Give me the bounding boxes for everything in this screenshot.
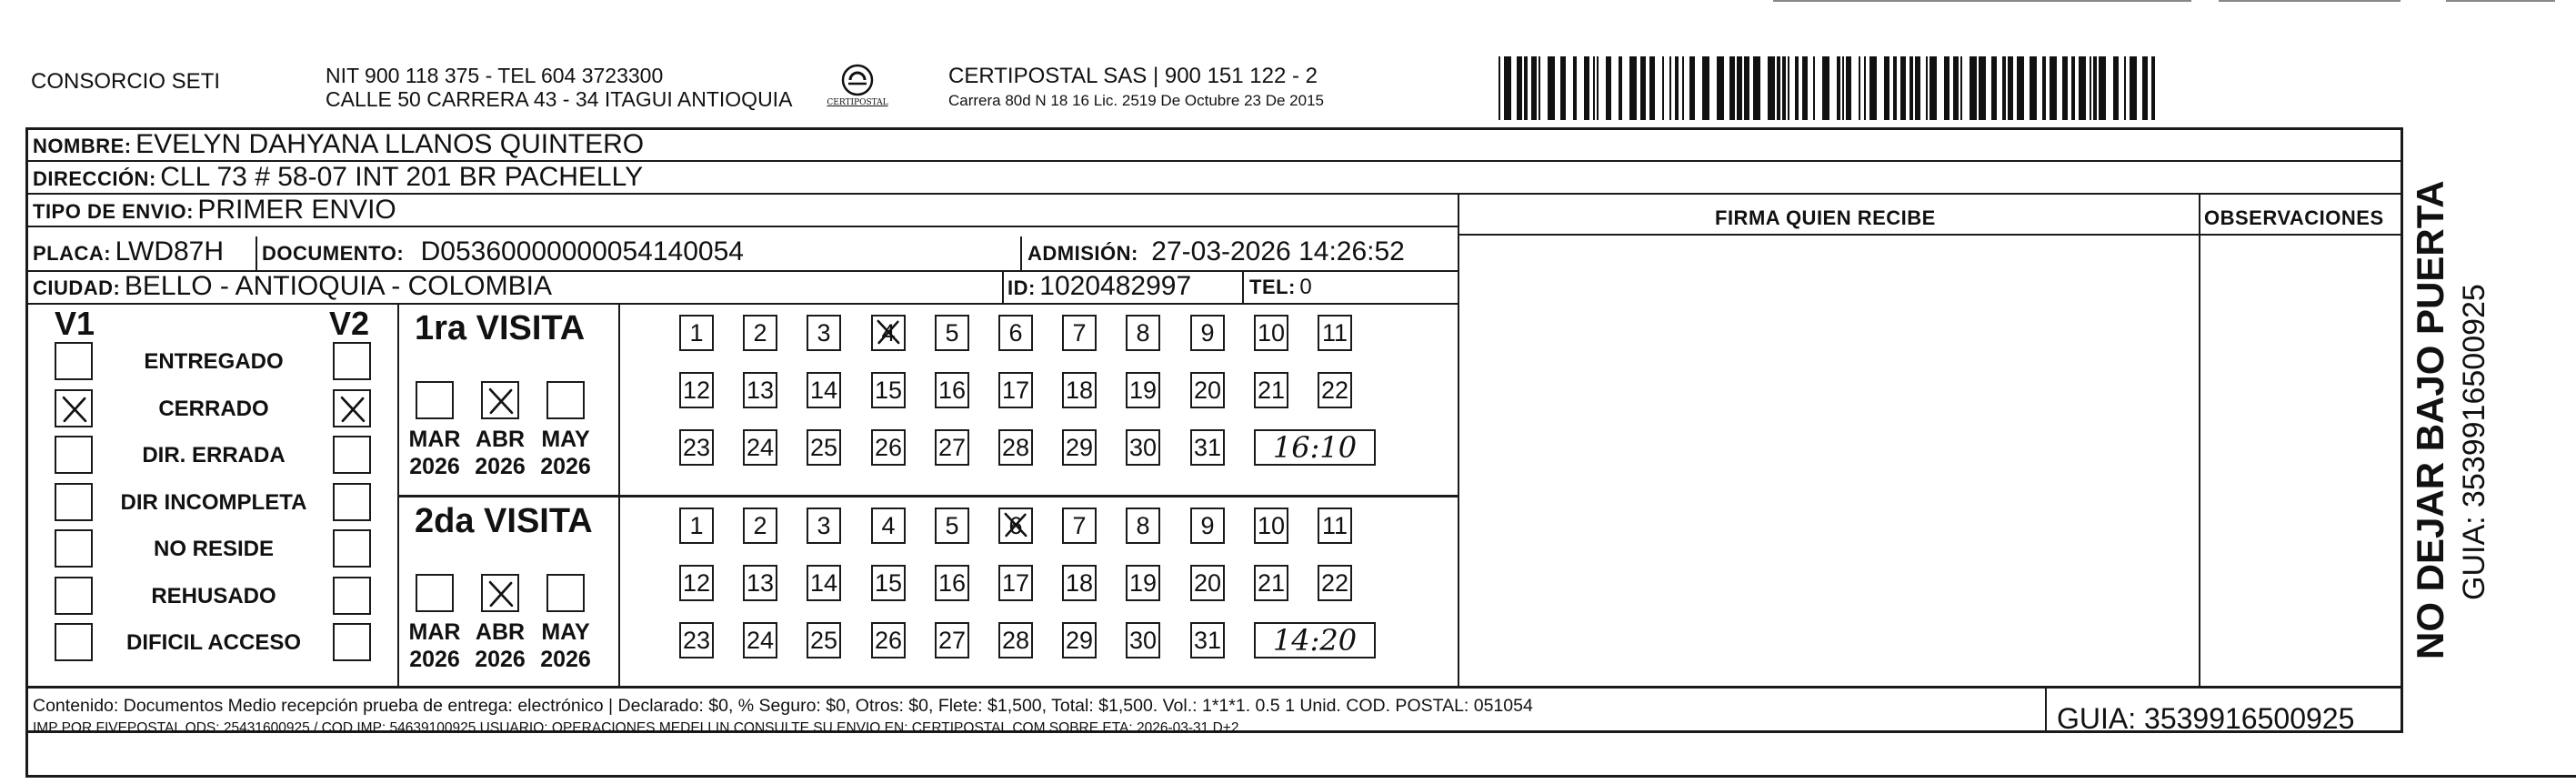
placa-label: PLACA: xyxy=(33,242,112,265)
day-number: 25 xyxy=(809,433,838,461)
day-number: 20 xyxy=(1193,568,1222,597)
license-line: Carrera 80d N 18 16 Lic. 2519 De Octubre 23 De 2015 xyxy=(948,92,1324,109)
certipostal-line: CERTIPOSTAL SAS | 900 151 122 - 2 xyxy=(948,64,1318,88)
id-label: ID: xyxy=(1007,276,1036,299)
admision-value: 27-03-2026 14:26:52 xyxy=(1151,236,1405,266)
day-box[interactable] xyxy=(935,429,969,466)
v2-label: V2 xyxy=(329,305,370,342)
day-number: 22 xyxy=(1320,376,1349,404)
day-box[interactable] xyxy=(871,372,906,408)
day-box[interactable] xyxy=(871,315,906,351)
day-box[interactable] xyxy=(1254,315,1288,351)
day-box[interactable] xyxy=(743,565,777,601)
check-x-icon xyxy=(486,386,516,421)
day-box[interactable] xyxy=(998,565,1033,601)
v1-checkbox[interactable] xyxy=(55,436,93,474)
day-number: 27 xyxy=(937,433,967,461)
ciudad-label: CIUDAD: xyxy=(33,276,121,299)
day-number: 23 xyxy=(682,433,711,461)
status-label: CERRADO xyxy=(158,397,269,421)
day-box[interactable] xyxy=(1190,429,1225,466)
day-number: 14 xyxy=(809,376,838,404)
imp-line: IMP POR FIVEPOSTAL ODS: 25431600925 / COD.IMP: 54639100925 USUARIO: OPERACIONES MEDELLIN CONSULTE SU ENVIO EN: CERTIPOSTAL.COM SOBRE ETA: 2026-03-31 D+2 xyxy=(33,720,1239,736)
month-year: 2026 xyxy=(475,647,526,672)
v2-checkbox[interactable] xyxy=(333,577,371,615)
certipostal-logo-text: CERTIPOSTAL xyxy=(827,98,888,107)
contenido-line: Contenido: Documentos Medio recepción prueba de entrega: electrónico | Declarado: $0, % Seguro: $0, Otros: $0, Flete: $1,500, Total: $1,500. Vol.: 1*1*1. 0.5 1 Unid. COD. POSTAL: 051054 xyxy=(33,696,1533,716)
day-number: 22 xyxy=(1320,568,1349,597)
day-number: 9 xyxy=(1200,318,1215,347)
footer-guia: GUIA: 3539916500925 xyxy=(2057,702,2355,735)
day-box[interactable] xyxy=(871,429,906,466)
admision-label: ADMISIÓN: xyxy=(1027,242,1138,265)
month-year: 2026 xyxy=(409,454,460,479)
day-box[interactable] xyxy=(935,565,969,601)
day-number: 25 xyxy=(809,626,838,654)
day-box[interactable] xyxy=(807,315,841,351)
day-number: 17 xyxy=(1001,568,1030,597)
v2-checkbox[interactable] xyxy=(333,623,371,661)
day-number: 30 xyxy=(1128,433,1158,461)
day-box[interactable] xyxy=(1062,622,1097,658)
tipo-envio-label: TIPO DE ENVIO: xyxy=(33,200,194,223)
day-box[interactable] xyxy=(871,508,906,544)
day-box[interactable] xyxy=(807,372,841,408)
check-x-icon xyxy=(59,394,90,429)
month-checkbox-may[interactable] xyxy=(546,574,585,612)
certipostal-logo xyxy=(826,62,889,115)
day-box[interactable] xyxy=(1062,508,1097,544)
day-box[interactable] xyxy=(1126,429,1160,466)
day-box[interactable] xyxy=(1062,565,1097,601)
day-box[interactable] xyxy=(1190,622,1225,658)
month-checkbox-abr[interactable] xyxy=(481,381,519,419)
placa-value: LWD87H xyxy=(115,236,225,266)
day-number: 26 xyxy=(874,626,903,654)
day-number: 13 xyxy=(746,376,775,404)
month-checkbox-may[interactable] xyxy=(546,381,585,419)
day-number: 19 xyxy=(1128,568,1158,597)
day-box[interactable] xyxy=(935,315,969,351)
day-box[interactable] xyxy=(1126,565,1160,601)
day-number: 9 xyxy=(1200,511,1215,539)
day-number: 7 xyxy=(1072,318,1087,347)
day-box[interactable] xyxy=(935,372,969,408)
day-box[interactable] xyxy=(1254,372,1288,408)
month-name: ABR xyxy=(475,619,526,645)
day-box[interactable] xyxy=(679,429,714,466)
month-checkbox-abr[interactable] xyxy=(481,574,519,612)
month-label xyxy=(467,426,533,480)
day-number: 17 xyxy=(1001,376,1030,404)
day-number: 31 xyxy=(1193,626,1222,654)
day-number: 27 xyxy=(937,626,967,654)
v1-checkbox[interactable] xyxy=(55,342,93,380)
no-dejar-bajo-puerta: NO DEJAR BAJO PUERTA xyxy=(2409,180,2451,659)
day-box[interactable] xyxy=(998,622,1033,658)
day-number: 4 xyxy=(881,511,896,539)
day-number: 10 xyxy=(1257,318,1286,347)
day-box[interactable] xyxy=(743,372,777,408)
day-box[interactable] xyxy=(1190,372,1225,408)
day-number: 8 xyxy=(1136,511,1150,539)
status-label: ENTREGADO xyxy=(144,349,284,374)
day-box[interactable] xyxy=(679,372,714,408)
visit-time: 14:20 xyxy=(1272,623,1358,658)
day-box[interactable] xyxy=(743,508,777,544)
month-name: MAY xyxy=(541,619,590,645)
v1-checkbox[interactable] xyxy=(55,389,93,427)
day-box[interactable] xyxy=(871,565,906,601)
documento-label: DOCUMENTO: xyxy=(262,242,405,265)
month-year: 2026 xyxy=(475,454,526,479)
check-x-icon xyxy=(874,317,903,353)
day-number: 11 xyxy=(1321,511,1348,539)
day-number: 5 xyxy=(945,511,959,539)
day-box[interactable] xyxy=(1254,508,1288,544)
day-box[interactable] xyxy=(1190,508,1225,544)
day-number: 8 xyxy=(1136,318,1150,347)
day-number: 29 xyxy=(1065,626,1094,654)
month-year: 2026 xyxy=(540,647,591,672)
day-number: 30 xyxy=(1128,626,1158,654)
day-box[interactable] xyxy=(1318,372,1352,408)
day-box[interactable] xyxy=(1126,372,1160,408)
day-box[interactable] xyxy=(1190,565,1225,601)
month-name: MAY xyxy=(541,427,590,452)
day-number: 28 xyxy=(1001,626,1030,654)
id-value: 1020482997 xyxy=(1039,271,1192,301)
v1-checkbox[interactable] xyxy=(55,529,93,568)
visit-title: 1ra VISITA xyxy=(415,309,586,347)
day-box[interactable] xyxy=(1190,315,1225,351)
visit-time-box[interactable] xyxy=(1254,429,1376,466)
day-box[interactable] xyxy=(1318,565,1352,601)
tipo-envio-value: PRIMER ENVIO xyxy=(197,195,396,225)
status-label: NO RESIDE xyxy=(153,537,275,561)
day-box[interactable] xyxy=(935,622,969,658)
day-box[interactable] xyxy=(743,429,777,466)
nombre-value: EVELYN DAHYANA LLANOS QUINTERO xyxy=(135,129,645,159)
day-number: 24 xyxy=(746,626,775,654)
day-box[interactable] xyxy=(1318,315,1352,351)
day-number: 23 xyxy=(682,626,711,654)
day-number: 7 xyxy=(1072,511,1087,539)
direccion-value: CLL 73 # 58-07 INT 201 BR PACHELLY xyxy=(160,162,644,192)
day-number: 2 xyxy=(753,318,767,347)
month-label xyxy=(402,618,467,673)
day-box[interactable] xyxy=(1254,565,1288,601)
day-box[interactable] xyxy=(998,508,1033,544)
day-number: 6 xyxy=(1008,318,1023,347)
nit-line: NIT 900 118 375 - TEL 604 3723300 xyxy=(326,64,664,87)
day-number: 14 xyxy=(809,568,838,597)
v2-checkbox[interactable] xyxy=(333,529,371,568)
day-number: 15 xyxy=(874,568,903,597)
day-box[interactable] xyxy=(679,622,714,658)
v1-checkbox[interactable] xyxy=(55,577,93,615)
day-number: 3 xyxy=(817,511,831,539)
day-box[interactable] xyxy=(871,622,906,658)
v1-checkbox[interactable] xyxy=(55,483,93,521)
day-box[interactable] xyxy=(1062,372,1097,408)
day-box[interactable] xyxy=(743,315,777,351)
documento-value: D05360000000054140054 xyxy=(420,236,744,266)
visit-time-box[interactable] xyxy=(1254,622,1376,658)
day-number: 2 xyxy=(753,511,767,539)
v2-checkbox[interactable] xyxy=(333,436,371,474)
day-box[interactable] xyxy=(743,622,777,658)
tel-label: TEL: xyxy=(1249,276,1296,298)
day-box[interactable] xyxy=(935,508,969,544)
day-number: 18 xyxy=(1065,376,1094,404)
day-number: 21 xyxy=(1257,568,1286,597)
day-number: 10 xyxy=(1257,511,1286,539)
day-number: 13 xyxy=(746,568,775,597)
status-label: DIFICIL ACCESO xyxy=(125,630,301,655)
tel-value: 0 xyxy=(1299,275,1312,299)
month-name: MAR xyxy=(408,427,461,452)
nombre-label: NOMBRE: xyxy=(33,135,132,157)
barcode xyxy=(1498,56,2155,120)
status-label: DIR. ERRADA xyxy=(142,443,286,467)
company-name: CONSORCIO SETI xyxy=(31,69,221,94)
day-box[interactable] xyxy=(679,315,714,351)
address-line: CALLE 50 CARRERA 43 - 34 ITAGUI ANTIOQUIA xyxy=(326,87,793,111)
day-box[interactable] xyxy=(679,508,714,544)
month-checkbox-mar[interactable] xyxy=(416,574,454,612)
day-box[interactable] xyxy=(998,372,1033,408)
day-box[interactable] xyxy=(807,429,841,466)
observaciones-label: OBSERVACIONES xyxy=(2204,206,2384,229)
day-number: 4 xyxy=(881,318,896,347)
v1-label: V1 xyxy=(55,305,95,342)
day-number: 29 xyxy=(1065,433,1094,461)
month-year: 2026 xyxy=(540,454,591,479)
v2-checkbox[interactable] xyxy=(333,483,371,521)
day-number: 5 xyxy=(945,318,959,347)
day-number: 28 xyxy=(1001,433,1030,461)
status-label: REHUSADO xyxy=(151,584,276,608)
month-year: 2026 xyxy=(409,647,460,672)
day-box[interactable] xyxy=(807,622,841,658)
day-number: 20 xyxy=(1193,376,1222,404)
day-number: 12 xyxy=(682,376,711,404)
day-box[interactable] xyxy=(1318,508,1352,544)
day-number: 26 xyxy=(874,433,903,461)
day-number: 11 xyxy=(1321,318,1348,347)
day-number: 19 xyxy=(1128,376,1158,404)
visit-time: 16:10 xyxy=(1272,430,1358,465)
day-number: 6 xyxy=(1008,511,1023,539)
day-box[interactable] xyxy=(807,508,841,544)
day-number: 21 xyxy=(1257,376,1286,404)
check-x-icon xyxy=(1001,510,1030,546)
day-number: 3 xyxy=(817,318,831,347)
day-number: 31 xyxy=(1193,433,1222,461)
day-number: 1 xyxy=(689,318,704,347)
day-box[interactable] xyxy=(1062,315,1097,351)
v1-checkbox[interactable] xyxy=(55,623,93,661)
month-name: MAR xyxy=(408,619,461,645)
check-x-icon xyxy=(337,394,368,429)
day-box[interactable] xyxy=(1126,315,1160,351)
visit-title: 2da VISITA xyxy=(415,502,593,540)
status-label: DIR INCOMPLETA xyxy=(120,490,307,515)
v2-checkbox[interactable] xyxy=(333,389,371,427)
day-number: 16 xyxy=(937,568,967,597)
side-guia: GUIA: 3539916500925 xyxy=(2457,284,2491,600)
month-label xyxy=(467,618,533,673)
day-box[interactable] xyxy=(998,315,1033,351)
month-checkbox-mar[interactable] xyxy=(416,381,454,419)
day-number: 1 xyxy=(689,511,704,539)
direccion-label: DIRECCIÓN: xyxy=(33,167,156,190)
ciudad-value: BELLO - ANTIOQUIA - COLOMBIA xyxy=(124,271,552,301)
day-number: 18 xyxy=(1065,568,1094,597)
day-box[interactable] xyxy=(679,565,714,601)
month-label xyxy=(402,426,467,480)
day-number: 12 xyxy=(682,568,711,597)
day-box[interactable] xyxy=(1126,622,1160,658)
month-name: ABR xyxy=(475,427,526,452)
day-box[interactable] xyxy=(807,565,841,601)
month-label xyxy=(533,426,598,480)
day-box[interactable] xyxy=(1062,429,1097,466)
day-box[interactable] xyxy=(998,429,1033,466)
day-box[interactable] xyxy=(1126,508,1160,544)
day-number: 16 xyxy=(937,376,967,404)
firma-label: FIRMA QUIEN RECIBE xyxy=(1715,206,1936,229)
day-number: 24 xyxy=(746,433,775,461)
month-label xyxy=(533,618,598,673)
day-number: 15 xyxy=(874,376,903,404)
v2-checkbox[interactable] xyxy=(333,342,371,380)
check-x-icon xyxy=(486,578,516,614)
